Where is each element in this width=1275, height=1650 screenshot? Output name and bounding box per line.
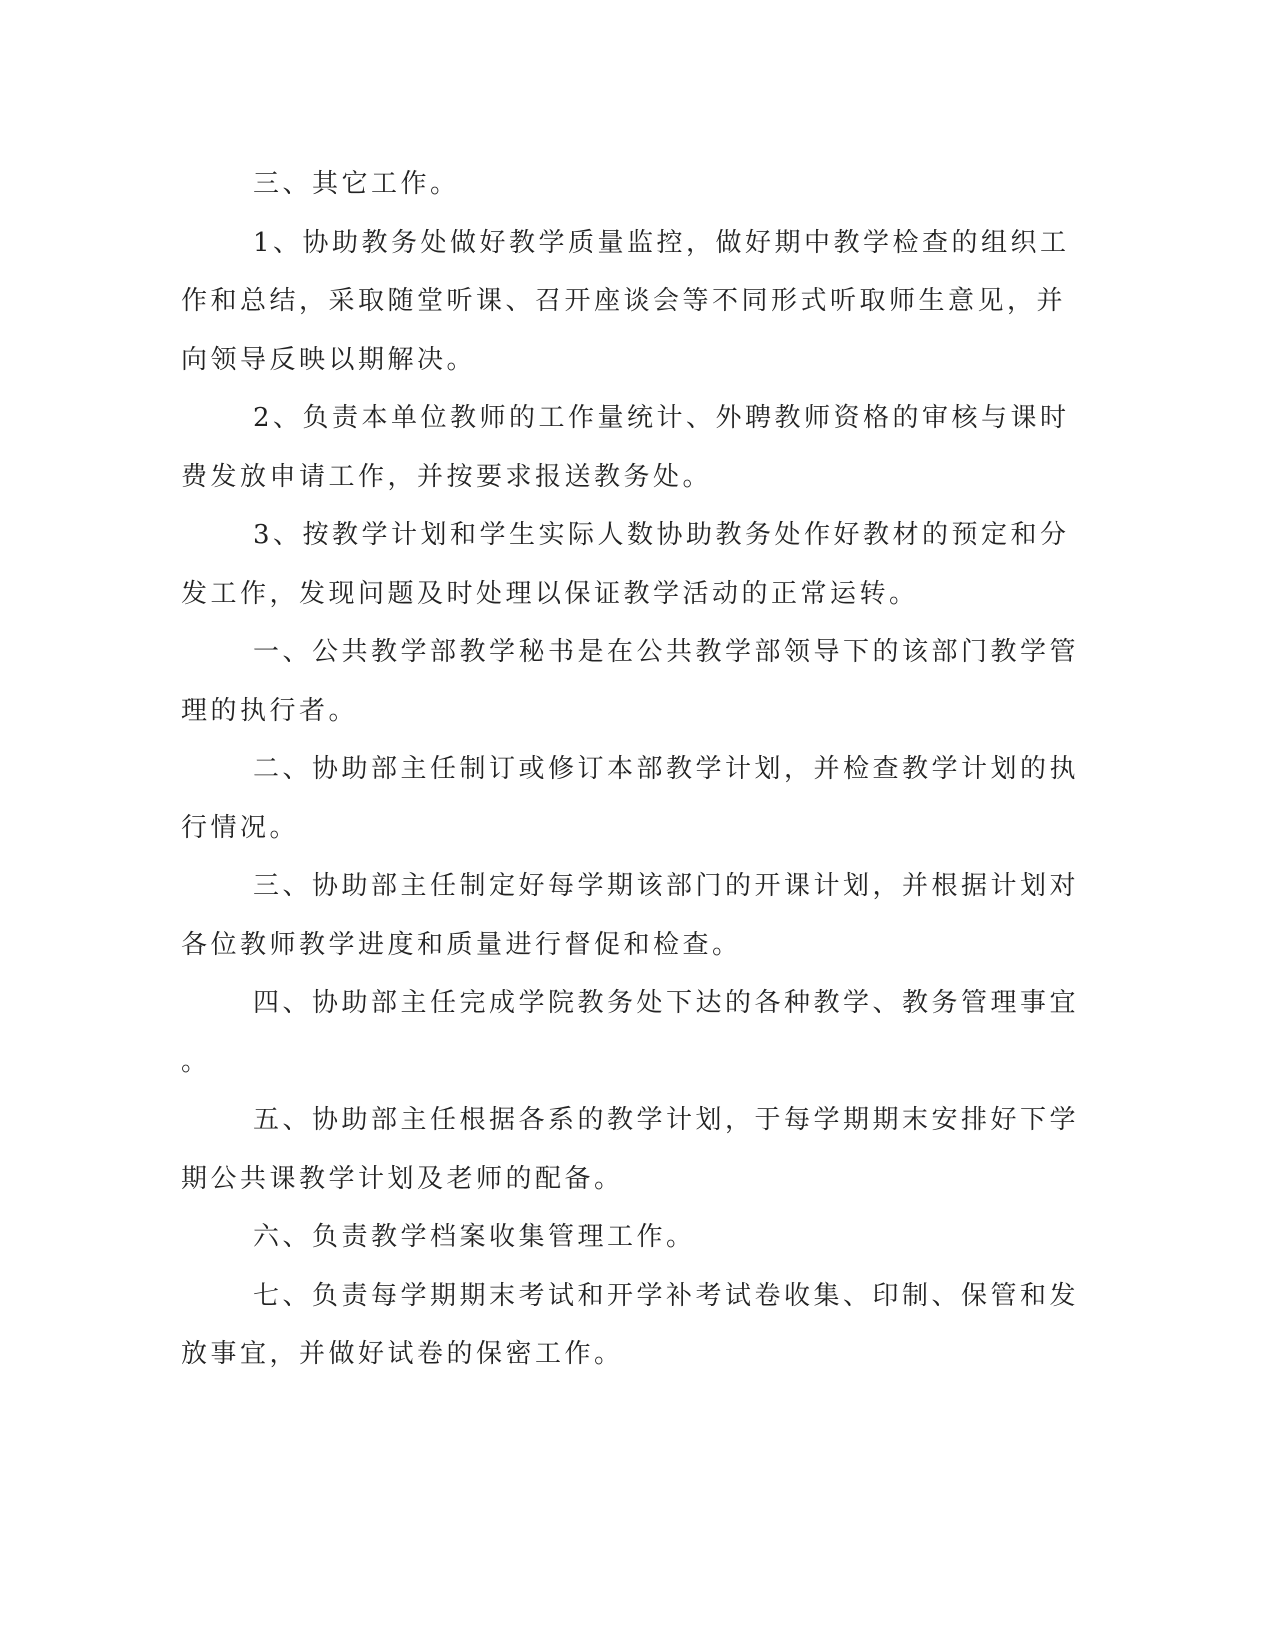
- paragraph-line: 六、负责教学档案收集管理工作。: [253, 1222, 696, 1252]
- paragraph-line: 作和总结，采取随堂听课、召开座谈会等不同形式听取师生意见，并: [181, 286, 1067, 316]
- paragraph-line: 放事宜，并做好试卷的保密工作。: [181, 1339, 624, 1369]
- paragraph-line: 费发放申请工作，并按要求报送教务处。: [181, 461, 713, 492]
- paragraph-line: 行情况。: [181, 812, 300, 843]
- paragraph-line: 二、协助部主任制订或修订本部教学计划，并检查教学计划的执: [253, 754, 1080, 784]
- document-body: [181, 155, 1080, 1384]
- paragraph-line: 发工作，发现问题及时处理以保证教学活动的正常运转。: [181, 578, 919, 609]
- paragraph-line: 四、协助部主任完成学院教务处下达的各种教学、教务管理事宜: [253, 988, 1080, 1018]
- section-heading-other-work: 三、其它工作。: [253, 169, 460, 199]
- paragraph-line: 2、负责本单位教师的工作量统计、外聘教师资格的审核与课时: [253, 403, 1070, 433]
- paragraph-line: 。: [181, 1046, 211, 1077]
- paragraph-line: 3、按教学计划和学生实际人数协助教务处作好教材的预定和分: [253, 520, 1070, 550]
- paragraph-line: 五、协助部主任根据各系的教学计划，于每学期期末安排好下学: [253, 1105, 1080, 1135]
- paragraph-line: 向领导反映以期解决。: [181, 344, 477, 375]
- paragraph-line: 一、公共教学部教学秘书是在公共教学部领导下的该部门教学管: [253, 637, 1080, 667]
- paragraph-line: 1、协助教务处做好教学质量监控，做好期中教学检查的组织工: [253, 227, 1070, 258]
- paragraph-line: 各位教师教学进度和质量进行督促和检查。: [181, 929, 742, 960]
- paragraph-line: 七、负责每学期期末考试和开学补考试卷收集、印制、保管和发: [253, 1280, 1080, 1311]
- paragraph-line: 理的执行者。: [181, 695, 359, 726]
- paragraph-line: 期公共课教学计划及老师的配备。: [181, 1163, 624, 1194]
- paragraph-line: 三、协助部主任制定好每学期该部门的开课计划，并根据计划对: [253, 871, 1080, 901]
